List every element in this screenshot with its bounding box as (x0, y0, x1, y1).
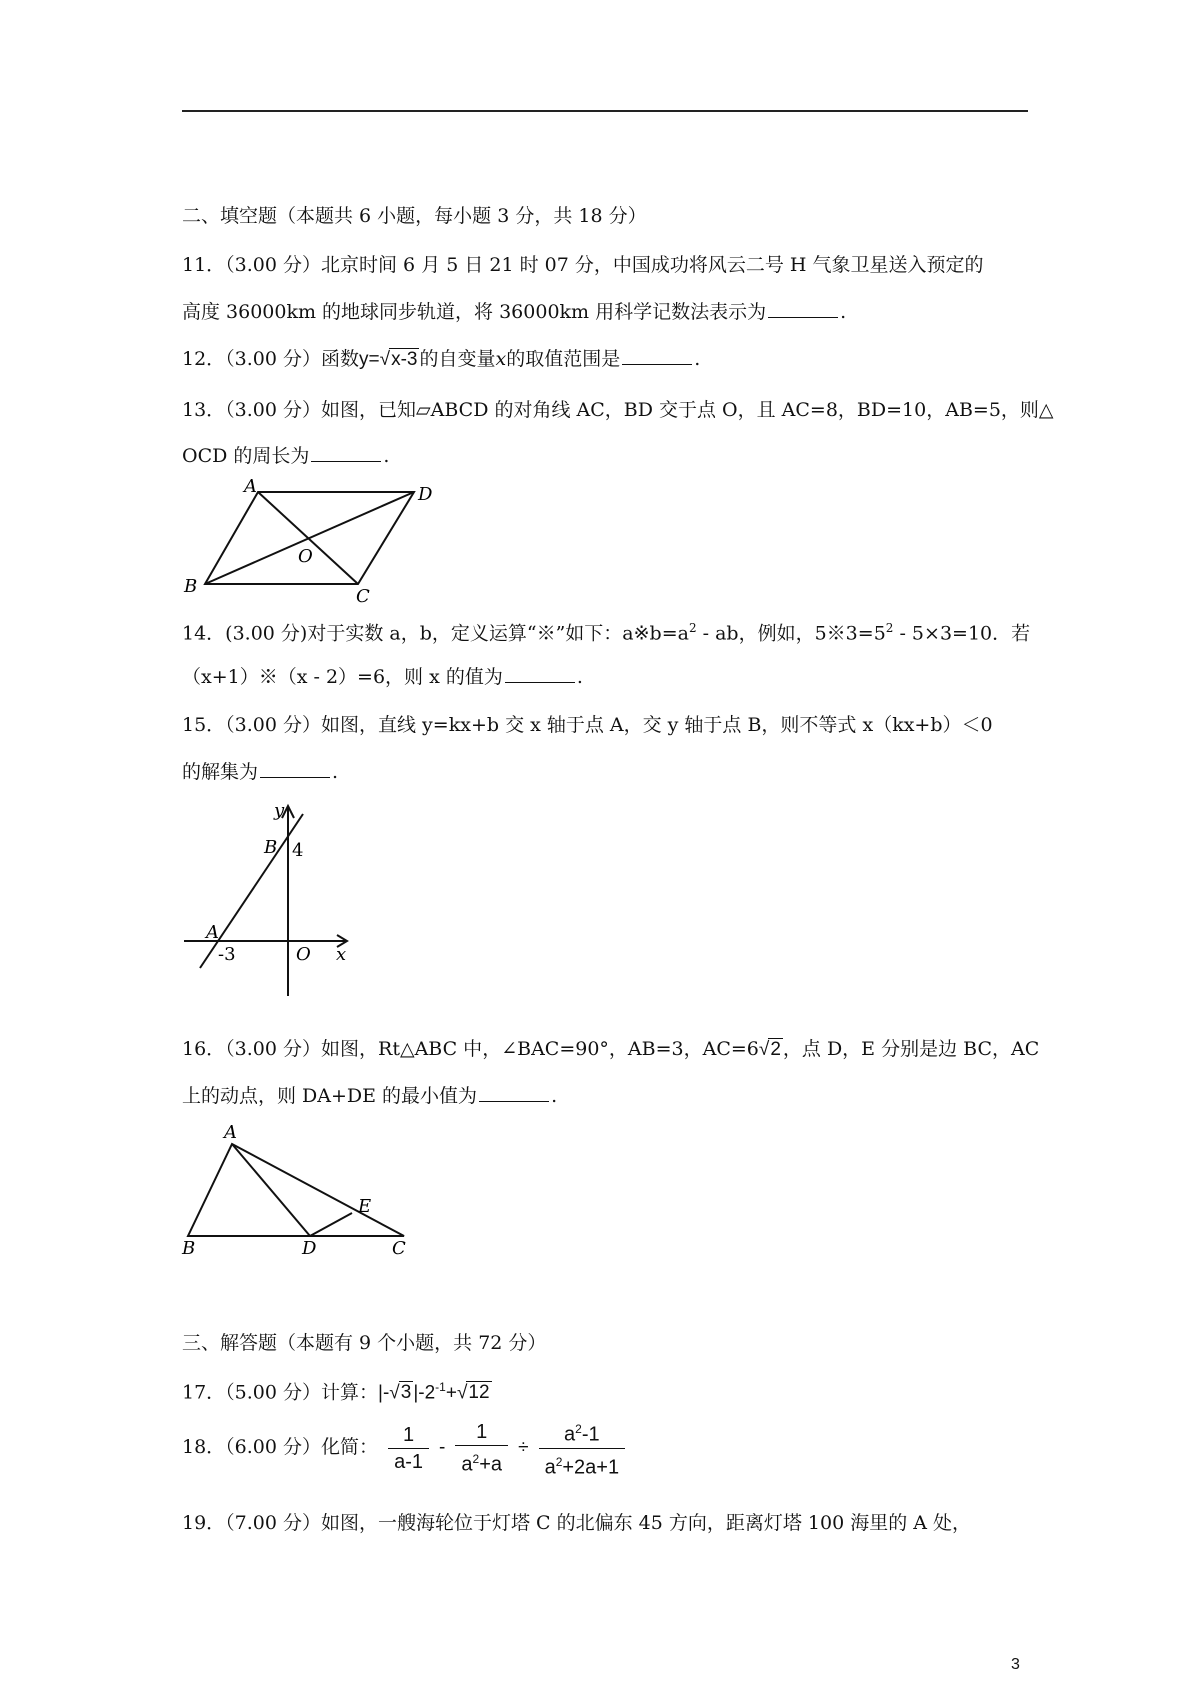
q16-text-b: ，点 D，E 分别是边 BC，AC (782, 1038, 1040, 1060)
label-a: A (206, 922, 219, 943)
f2-den-a: a (461, 1453, 473, 1476)
q17-exponent: -1 (435, 1380, 446, 1394)
triangle-figure (180, 1120, 420, 1264)
answer-blank (311, 443, 381, 462)
q12-radicand: x-3 (391, 349, 418, 370)
q12-prefix: 12．（3.00 分）函数 (182, 348, 360, 370)
q14-sup2: 2 (885, 621, 894, 635)
triangle-abc (188, 1144, 404, 1236)
q16-text-a: 16．（3.00 分）如图，Rt△ABC 中，∠BAC=90°，AB=3，AC=6 (182, 1038, 759, 1060)
page-number: 3 (1011, 1656, 1020, 1673)
f3-num-b: -1 (581, 1423, 600, 1446)
label-neg3: -3 (218, 944, 236, 965)
label-y: y (274, 800, 285, 821)
answer-blank (479, 1083, 549, 1102)
parallelogram-figure (180, 478, 440, 612)
q12-line (182, 346, 700, 373)
label-b: B (264, 837, 278, 858)
f2-den-b: +a (479, 1453, 503, 1476)
q13-end: . (383, 445, 390, 467)
answer-blank (505, 664, 575, 683)
fraction-1-den: a-1 (394, 1450, 423, 1473)
fraction-3-num (539, 1416, 626, 1449)
answer-blank (768, 299, 838, 318)
divide-sign: ÷ (518, 1437, 529, 1459)
q13-line2 (182, 443, 389, 469)
q14-end: . (576, 666, 583, 688)
q12-middle: 的自变量 (419, 348, 496, 370)
coordinate-figure (180, 800, 360, 1004)
label-o: O (296, 944, 311, 965)
sqrt-sign: √ (456, 1382, 468, 1404)
section-2-title: 二、填空题（本题共 6 小题，每小题 3 分，共 18 分） (182, 205, 647, 227)
q17-radicand-2: 12 (468, 1382, 490, 1404)
q17-prefix: 17．（5.00 分）计算： (182, 1381, 379, 1404)
segment-ad (232, 1144, 310, 1236)
f3-num-sup: 2 (575, 1422, 582, 1436)
q17-radicand-1: 3 (400, 1382, 412, 1404)
q14-text-b: - ab，例如，5※3=5 (696, 622, 886, 645)
q15-line1: 15．（3.00 分）如图，直线 y=kx+b 交 x 轴于点 A，交 y 轴于点 B，则不等式 x（kx+b）＜0 (182, 714, 993, 736)
q11-line1: 11．（3.00 分）北京时间 6 月 5 日 21 时 07 分，中国成功将风云二号 H 气象卫星送入预定的 (182, 254, 984, 276)
q12-var: x (495, 348, 507, 370)
f3-den-b: +2a+1 (562, 1456, 620, 1479)
q17-expr-a: |- (378, 1382, 390, 1404)
q12-formula-lhs: y= (359, 349, 380, 370)
fraction-2-den (455, 1446, 508, 1478)
label-b: B (182, 1238, 196, 1259)
label-o: O (298, 546, 313, 567)
sqrt-sign: √ (379, 349, 391, 370)
fraction-1 (388, 1422, 429, 1475)
q12-end: . (694, 348, 701, 370)
label-a: A (244, 478, 257, 497)
f3-den-a: a (544, 1456, 556, 1479)
fraction-3 (539, 1416, 626, 1480)
label-b: B (184, 576, 198, 597)
q16-radicand: 2 (770, 1039, 781, 1060)
q14-sup1: 2 (688, 621, 697, 635)
label-d: D (302, 1238, 317, 1259)
q16-line2 (182, 1083, 557, 1109)
label-x: x (336, 944, 347, 965)
q11-text: 高度 36000km 的地球同步轨道，将 36000km 用科学记数法表示为 (182, 301, 767, 323)
q16-line1 (182, 1036, 1039, 1063)
q19-line1: 19．（7.00 分）如图，一艘海轮位于灯塔 C 的北偏东 45 方向，距离灯塔 100 海里的 A 处， (182, 1512, 972, 1534)
fraction-3-den (539, 1449, 626, 1481)
q17-line (182, 1374, 492, 1406)
q17-expr-c: + (445, 1382, 457, 1404)
q14-line2 (182, 664, 583, 690)
f2-den-sup: 2 (472, 1451, 480, 1466)
q18-line (182, 1416, 629, 1480)
label-d: D (418, 484, 433, 505)
q17-expr-b: |-2 (413, 1382, 436, 1404)
q14-line1 (182, 615, 1030, 646)
q12-suffix: 的取值范围是 (506, 348, 621, 370)
q14-text: （x+1）※（x - 2）=6，则 x 的值为 (182, 666, 503, 688)
section-3-title: 三、解答题（本题有 9 个小题，共 72 分） (182, 1332, 547, 1354)
q18-prefix: 18．（6.00 分）化简： (182, 1436, 379, 1459)
sqrt-sign: √ (389, 1382, 400, 1404)
q15-text: 的解集为 (182, 761, 259, 783)
minus-sign: - (439, 1437, 446, 1459)
q13-line1: 13．（3.00 分）如图，已知▱ABCD 的对角线 AC，BD 交于点 O，且 AC=8，BD=10，AB=5，则△ (182, 399, 1054, 421)
label-c: C (392, 1238, 406, 1259)
q14-text-c: - 5×3=10．若 (893, 622, 1031, 645)
q13-text: OCD 的周长为 (182, 445, 310, 467)
f3-den-sup: 2 (555, 1454, 563, 1469)
diagonal-bd (205, 492, 414, 584)
segment-de (310, 1213, 352, 1236)
label-4: 4 (292, 840, 304, 861)
label-c: C (356, 586, 370, 607)
label-e: E (358, 1196, 372, 1217)
answer-blank (622, 346, 692, 365)
q16-end: . (551, 1085, 558, 1107)
q11-end: . (840, 301, 847, 323)
fraction-1-num: 1 (388, 1422, 429, 1449)
f3-num-a: a (564, 1423, 576, 1446)
q11-line2 (182, 299, 846, 325)
q16-text: 上的动点，则 DA+DE 的最小值为 (182, 1085, 478, 1107)
q15-end: . (332, 761, 339, 783)
sqrt-sign: √ (758, 1039, 770, 1060)
answer-blank (260, 759, 330, 778)
fraction-2-num: 1 (455, 1419, 508, 1446)
fraction-2 (455, 1419, 508, 1478)
header-rule (182, 110, 1028, 112)
label-a: A (224, 1122, 237, 1143)
q15-line2 (182, 759, 338, 785)
q14-text-a: 14．(3.00 分)对于实数 a，b，定义运算“※”如下：a※b=a (182, 622, 689, 645)
